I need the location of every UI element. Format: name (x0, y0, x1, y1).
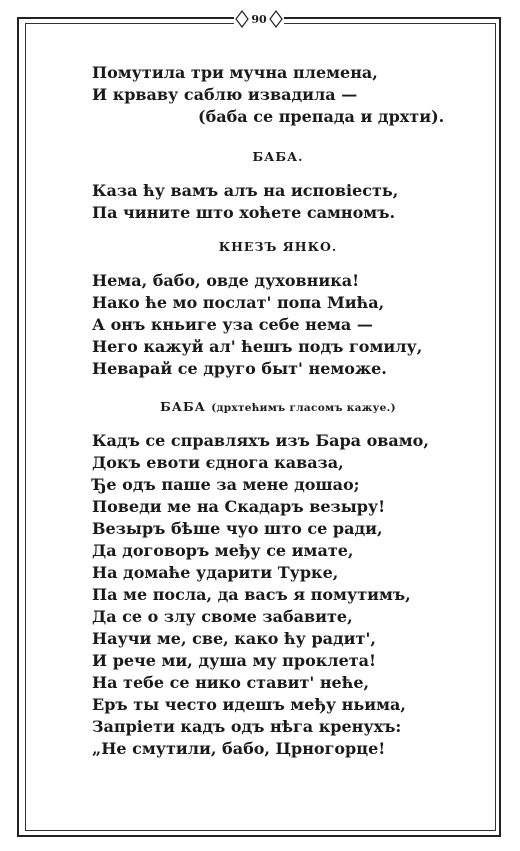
verse-line: Запріети кадъ одъ нѣга кренухъ: (92, 717, 402, 736)
verse-line: Еръ ты често идешъ међу ньима, (92, 695, 406, 714)
verse-line: Каза ћу вамъ алъ на исповіесть, (92, 181, 399, 200)
verse-line: И крваву саблю извадила — (92, 85, 358, 104)
verse-line: Кадъ се справляхъ изъ Бара овамо, (92, 431, 429, 450)
verse-line: Нема, бабо, овде духовника! (92, 271, 360, 290)
verse-line: Везыръ бѣше чуо што се ради, (92, 519, 383, 538)
verse-line: Докъ евоти єднога каваза, (92, 453, 344, 472)
verse-line: Научи ме, све, како ћу радит', (92, 629, 376, 648)
verse-line: Помутила три мучна племена, (92, 63, 378, 82)
verse-line: Да договоръ међу се имате, (92, 541, 354, 560)
verse-line: Да се о злу своме забавите, (92, 607, 353, 626)
verse-line: Него кажуй ал' ћешъ подъ гомилу, (92, 337, 423, 356)
verse-line: Нако ће мо послат' попа Мића, (92, 293, 385, 312)
verse-line: Па чините што хоћете самномъ. (92, 203, 396, 222)
verse-line: И рече ми, душа му проклета! (92, 651, 377, 670)
speaker-heading (84, 396, 472, 418)
verse-line: А онъ кньиге уза себе нема — (92, 315, 373, 334)
stage-direction: (баба се препада и дрхти). (198, 107, 445, 126)
speaker-heading: КНЕЗЪ ЯНКО. (218, 239, 338, 254)
page-number: 90 (251, 12, 267, 26)
page-number-ornament (234, 8, 284, 30)
speaker-note: (дрхтећимъ гласомъ кажуе.) (211, 402, 396, 414)
poem-text (92, 62, 472, 760)
verse-line: Неварай се друго быт' неможе. (92, 359, 387, 378)
verse-line: Поведи ме на Скадаръ везыру! (92, 497, 386, 516)
verse-line: Ђе одъ паше за мене дошао; (92, 475, 360, 494)
speaker-name: БАБА (160, 399, 206, 414)
verse-line: „Не смутили, бабо, Црногорце! (92, 739, 386, 758)
verse-line: Па ме посла, да васъ я помутимъ, (92, 585, 411, 604)
speaker-heading: БАБА. (252, 149, 304, 164)
verse-line: На домаће ударити Турке, (92, 563, 339, 582)
verse-line: На тебе се нико ставит' неће, (92, 673, 370, 692)
